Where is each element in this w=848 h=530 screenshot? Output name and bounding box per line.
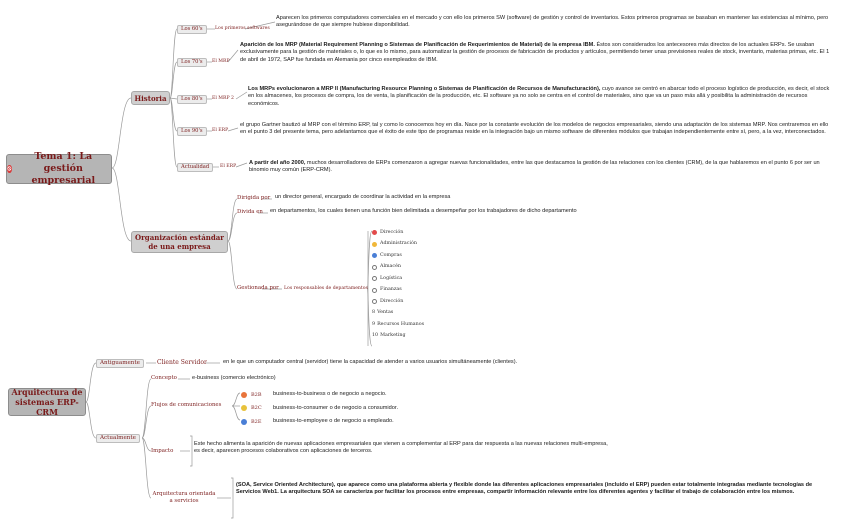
dept-marker-icon <box>372 265 377 270</box>
flujos-label: Flujos de comunicaciones <box>151 402 222 408</box>
dept-item[interactable]: 8 Ventas <box>372 310 394 316</box>
impacto-text: Este hecho alimenta la aparición de nuevas aplicaciones empresariales que vienen a complementar al ERP para dar respuesta a las nuevas relaciones multi-empresa, es decir, aparecen procesos colaborativos con aplicaciones de terceros. <box>194 441 608 455</box>
period-60s[interactable]: Los 60's <box>177 25 207 34</box>
dept-item[interactable]: 10 Marketing <box>372 333 406 339</box>
dept-item[interactable]: Almacén <box>372 262 424 274</box>
dept-item[interactable]: Compras <box>372 250 424 262</box>
tag-erp-90s: El ERP <box>212 128 229 133</box>
concepto-text: e-business (comercio electrónico) <box>192 375 276 381</box>
period-90s[interactable]: Los 90's <box>177 127 207 136</box>
dept-marker-icon <box>372 230 377 235</box>
root-node-tema1[interactable] <box>6 151 112 186</box>
dept-item[interactable]: Dirección <box>372 296 424 308</box>
antiguamente-node[interactable]: Antiguamente <box>96 359 144 368</box>
cliente-servidor-text: en le que un computador central (servidor) tiene la capacidad de atender a varios usuarios simultáneamente (clientes). <box>223 359 518 365</box>
cliente-servidor-label: Cliente Servidor <box>157 359 207 366</box>
b2c-dot-icon <box>241 405 247 411</box>
tag-mrp2: El MRP 2 <box>212 96 234 101</box>
dirigida-por-label: Dirigida por <box>237 195 271 201</box>
dirigida-text: un director general, encargado de coordinar la actividad en la empresa <box>275 194 451 200</box>
dept-marker-icon <box>372 242 377 247</box>
period-actualidad[interactable]: Actualidad <box>177 163 213 172</box>
impacto-label: Impacto <box>151 448 174 454</box>
historia-text-90s: el grupo Gartner bautizó al MRP con el término ERP, tal y como lo conocemos hoy en día. Nace por la constante evolución de los modelos de negocios empresariales, siendo una adaptación de los sistemas MRP. Nos centraremos en ello en el punto 3 del presente tema, pero adelantamos que el éxito de este tipo de programas reside en la integración bajo un mismo software de diferentes módulos que trabajan independientemente entre sí, pero, a la vez, interconectados. <box>240 122 829 136</box>
soa-text: (SOA, Service Oriented Architecture), que aparece como una plataforma abierta y flexible donde las diferentes aplicaciones empresariales (incluido el ERP) pueden estar totalmente integradas mediante tecnologías de Servicios Web1. La arquitectura SOA se caracteriza por facilitar los procesos entre empresas, compartir información relevante entre los diferentes agentes y facilitar el trabajo de colaboración entre los mismos. <box>236 482 813 496</box>
dept-item[interactable]: 9 Recursos Humanos <box>372 321 425 327</box>
historia-node[interactable]: Historia <box>131 91 170 105</box>
dividida-text: en departamentos, los cuales tienen una función bien delimitada a desempeñar por los trabajadores de dicho departamento <box>270 208 577 214</box>
flujo-b2e[interactable]: B2E business-to-employee o de negocio a empleado. <box>241 415 398 429</box>
dept-item[interactable]: Finanzas <box>372 285 424 297</box>
historia-text-60s: Aparecen los primeros computadores comerciales en el mercado y con ello los primeros SW (software) de gestión y control de inventarios. Estos primeros programas se basaban en mantener las existencias al mínimo, pero asegurándose de que siempre hubiese disponibilidad. <box>276 15 829 29</box>
historia-text-70s: Aparición de los MRP (Material Requirement Planning o Sistemas de Planificación de Requerimientos de Material) de la empresa IBM. Éstos son considerados los antecesores más directos de los actuales ERPs. Se usaban exclusivamente para la gestión de materiales o, lo que es lo mismo, para automatizar la gestión de procesos de fabricación de productos y artículos, permitiendo tener unas previsiones reales de stock, inventario, materias primas, etc. El 1 de abril de 1972, SAP fue fundada en Alemania por cinco exempleados de IBM. <box>240 42 830 63</box>
gestionada-por-label: Gestionada por <box>237 285 279 291</box>
dept-marker-icon <box>372 288 377 293</box>
b2b-dot-icon <box>241 392 247 398</box>
soa-label: Arquitectura orientada a servicios <box>152 491 216 504</box>
flujo-b2c[interactable]: B2C business-to-consumer o de negocio a consumidor. <box>241 402 398 416</box>
alert-icon: ⦸ <box>7 165 12 172</box>
dividida-en-label: Divida en <box>237 209 263 215</box>
b2e-dot-icon <box>241 419 247 425</box>
dept-marker-icon <box>372 276 377 281</box>
departamentos-list <box>372 227 424 342</box>
tag-primeros-softwares: Los primeros softwares <box>215 26 270 31</box>
historia-text-actualidad: A partir del año 2000, muchos desarrolladores de ERPs comenzaron a agregar nuevas funcionalidades, entre las que destacamos la gestión de las relaciones con los clientes (CRM), de la que hablaremos en el punto 6 por ser un binomio muy común (ERP-CRM). <box>249 160 820 174</box>
tag-erp-actualidad: El ERP <box>220 164 237 169</box>
organizacion-node[interactable]: Organización estándar de una empresa <box>131 231 228 253</box>
root-node-arquitectura[interactable]: Arquitectura de sistemas ERP-CRM <box>8 388 86 416</box>
concepto-label: Concepto <box>151 375 177 381</box>
dept-item[interactable]: Administración <box>372 239 424 251</box>
flujo-b2b[interactable]: B2B business-to-business o de negocio a negocio. <box>241 388 398 402</box>
flujos-list <box>241 388 398 429</box>
dept-marker-icon <box>372 253 377 258</box>
dept-item[interactable]: Logística <box>372 273 424 285</box>
dept-item[interactable]: Dirección <box>372 227 424 239</box>
historia-text-80s: Los MRPs evolucionaron a MRP II (Manufacturing Resource Planning o Sistemas de Planificación de Recursos de Manufacturación), cuyo avance se centró en abarcar todo el proceso logístico de producción, es decir, el stock en los almacenes, los procesos de compra, los de venta, la planificación de la producción, etc. El software ya no solo se centra en el control de materiales, sino que va un paso más allá y posibilita la administración de recursos económicos. <box>248 86 830 107</box>
period-80s[interactable]: Los 80's <box>177 95 207 104</box>
root-title-tema1: Tema 1: La gestión empresarial <box>31 151 96 186</box>
tag-mrp: El MRP <box>212 59 230 64</box>
period-70s[interactable]: Los 70's <box>177 58 207 67</box>
gestionada-tag: Los responsables de departamentos <box>284 286 368 291</box>
dept-marker-icon <box>372 299 377 304</box>
actualmente-node[interactable]: Actualmente <box>96 434 140 443</box>
